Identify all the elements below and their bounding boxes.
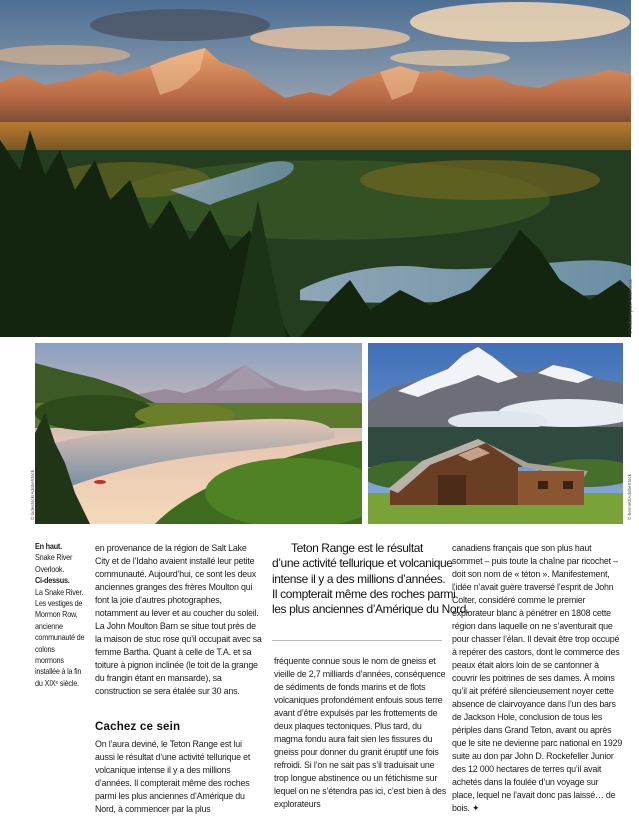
barn-photo-credit: © bennett/AdobeStock <box>627 473 632 520</box>
caption-lead-above: Ci-dessus. <box>35 576 70 586</box>
caption-text-top: Snake River Overlook. <box>35 553 73 574</box>
pull-quote-line: les plus anciennes d’Amérique du Nord. <box>272 602 469 617</box>
pull-quote-line: d’une activité tellurique et volcanique <box>272 556 453 571</box>
pull-quote-line: Il compterait même des roches parmi <box>272 586 456 601</box>
caption-text-above: La Snake River. Les vestiges de Mormon Row, ancienne communauté de colons mormons installée à la fin du XIXᵉ siècle. <box>35 587 85 688</box>
river-photo-credit: © lodestock/AdobeStock <box>30 469 35 520</box>
photo-snake-river <box>35 343 362 524</box>
photo-caption <box>35 541 85 689</box>
column-2-paragraph: fréquente connue sous le nom de gneiss et vieille de 2,7 milliards d’années, conséquence de sédiments de fonds marins et de flots volcaniques profondément enfouis sous terre avant d’être expulsés par les frottements de deux plaques tectoniques. Plus tard, du magma fondu aura fait sien les fissures du gneiss pour donner du granit éruptif une fois refroidi. Si l’on ne sait pas s’il traduisait une trop longue abstinence ou un fétichisme sur lequel on ne s’étendra pas ici, c’est bien à des explorateurs <box>274 656 446 809</box>
column-3-paragraph: canadiens français que son plus haut sommet – puis toute la chaîne par ricochet – doit son nom de « téton ». Manifestement, l’idée n’avait guère traversé l’esprit de John Colter, considéré comme le premier explorateur blanc à pénétrer en 1808 cette région dans laquelle on ne s’aventurait que pour chasser l’élan. Il devait être trop occupé à repérer des castors, dont le commerce des peaux était alors loin de se cantonner à couvrir les poitrines de ses dames. À moins qu’il ait préféré silencieusement noyer cette absence de clairvoyance dans l’un des bars de Jackson Hole, conclusion de tous les périples dans Grand Teton, avant ou après que le site ne devienne parc national en 1929 suite au don par John D. Rockefeller Junior des 12 000 hectares de terres qu’il avait achetés dans la foulée d’un voyage sur place, lequel ne l’avait donc pas laissé… de bois. ✦ <box>452 543 623 813</box>
article-column-3 <box>452 542 623 815</box>
section-subhead: Cachez ce sein <box>95 721 181 733</box>
pull-quote <box>272 541 469 617</box>
article-column-1-continued <box>95 738 263 816</box>
column-1-paragraph-2: On l’aura deviné, le Teton Range est lui aussi le résultat d’une activité tellurique et volcanique intense il y a des millions d’années. Il compterait même des roches parmi les plus anciennes d’Amérique du Nord, à commencer par la plus <box>95 739 251 814</box>
canoe-icon <box>94 480 106 484</box>
hero-photo-credit: © baikaldepaw/Adobestock <box>628 278 633 334</box>
article-column-1 <box>95 542 263 698</box>
caption-lead-top: En haut. <box>35 542 62 551</box>
pull-quote-divider <box>272 640 442 641</box>
pull-quote-line: intense il y a des millions d’années. <box>272 571 446 586</box>
article-column-2 <box>274 655 446 811</box>
photo-moulton-barn <box>368 343 623 524</box>
pull-quote-line: Teton Range est le résultat <box>291 541 423 555</box>
column-1-paragraph-1: en provenance de la région de Salt Lake City et de l’Idaho avaient installé leur petite communauté. Aujourd’hui, ce sont les deux anciennes granges des frères Moulton qui font la joie d’autres photographes, notamment au lever et au coucher du soleil. La John Moulton Barn se situe tout près de la maison de stuc rose qu’il occupait avec sa femme Bartha. Quant à celle de T.A. et sa toiture à pignon inclinée (le toit de la grange du frangin étant en mansarde), sa construction se sera étalée sur 30 ans. <box>95 543 262 696</box>
hero-photo-snake-river-overlook <box>0 0 631 337</box>
